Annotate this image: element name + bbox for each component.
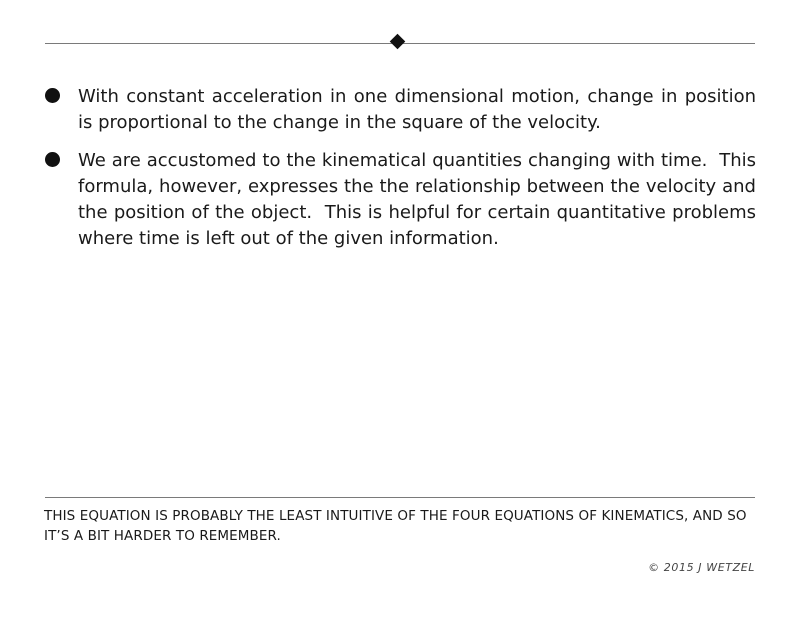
- bullet-text: We are accustomed to the kinematical quantities changing with time. This formula, however, expresses the the relationship between the velocity and the position of the object. This is helpful for certain quantitative problems where time is left out of the given information.: [78, 150, 762, 249]
- footer-note: THIS EQUATION IS PROBABLY THE LEAST INTUITIVE OF THE FOUR EQUATIONS OF KINEMATICS, AND SO IT’S A BIT HARDER TO REMEMBER.: [44, 508, 747, 544]
- bullet-item: [44, 84, 762, 136]
- bullet-item: [44, 148, 762, 252]
- bullet-dot-icon: [45, 152, 60, 167]
- copyright-text: © 2015 J WETZEL: [648, 561, 755, 574]
- bullet-dot-icon: [45, 88, 60, 103]
- bullet-text: With constant acceleration in one dimensional motion, change in position is proportional to the change in the square of the velocity.: [78, 86, 762, 133]
- bullet-list: [44, 84, 762, 264]
- bottom-divider: [45, 497, 755, 498]
- diamond-ornament-icon: [390, 34, 406, 50]
